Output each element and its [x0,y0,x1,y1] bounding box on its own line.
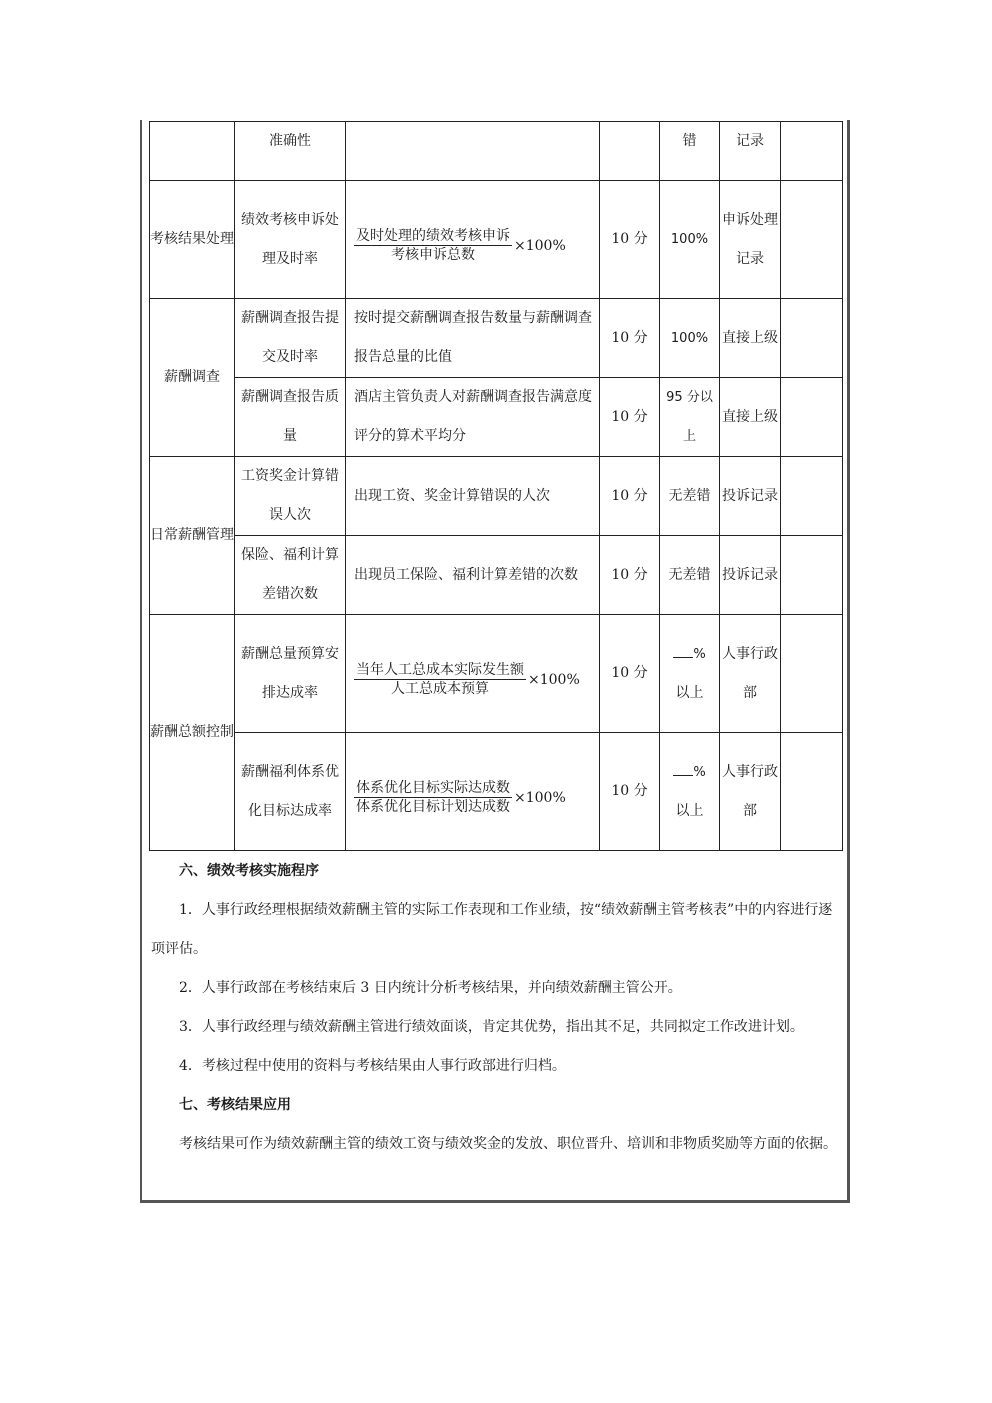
section-heading: 六、绩效考核实施程序 [179,863,319,879]
score-cell [781,181,843,299]
source-cell: 直接上级 [720,299,781,378]
category-cell: 日常薪酬管理 [150,457,235,615]
indicator-cell: 工资奖金计算错误人次 [235,457,346,536]
weight-cell: 10 分 [600,733,660,851]
source-cell: 投诉记录 [720,457,781,536]
document-body [151,852,841,1164]
score-cell [781,299,843,378]
weight-cell: 10 分 [600,181,660,299]
formula-denominator: 体系优化目标计划达成数 [356,799,510,815]
table-row [150,122,843,181]
weight-cell: 10 分 [600,536,660,615]
section-heading: 七、考核结果应用 [179,1097,291,1113]
formula-multiplier: ×100% [514,237,566,254]
weight-cell: 10 分 [600,299,660,378]
formula-multiplier: ×100% [528,671,580,688]
score-cell [781,122,843,181]
score-cell [781,378,843,457]
table-row [150,299,843,378]
target-cell: 100% [660,181,720,299]
indicator-cell: 薪酬调查报告质量 [235,378,346,457]
paragraph: 4．考核过程中使用的资料与考核结果由人事行政部进行归档。 [179,1058,566,1074]
category-cell: 考核结果处理 [150,181,235,299]
weight-cell: 10 分 [600,615,660,733]
formula-denominator: 考核申诉总数 [391,247,475,263]
score-cell [781,733,843,851]
indicator-cell: 薪酬调查报告提交及时率 [235,299,346,378]
indicator-cell: 保险、福利计算差错次数 [235,536,346,615]
source-cell: 人事行政部 [720,733,781,851]
category-cell: 薪酬总额控制 [150,615,235,851]
formula [354,663,580,696]
indicator-cell: 绩效考核申诉处理及时率 [235,181,346,299]
score-cell [781,457,843,536]
paragraph: 3．人事行政经理与绩效薪酬主管进行绩效面谈，肯定其优势，指出其不足，共同拟定工作改进计划。 [179,1019,804,1035]
score-cell [781,536,843,615]
weight-cell: 10 分 [600,378,660,457]
table-row [150,733,843,851]
definition-cell [346,733,600,851]
table-row [150,536,843,615]
definition-cell: 酒店主管负责人对薪酬调查报告满意度评分的算术平均分 [346,378,600,457]
source-cell: 投诉记录 [720,536,781,615]
definition-cell: 出现工资、奖金计算错误的人次 [346,457,600,536]
target-blank [673,761,693,776]
definition-cell [346,181,600,299]
target-blank [673,643,693,658]
weight-cell [600,122,660,181]
definition-cell [346,615,600,733]
formula-numerator: 当年人工总成本实际发生额 [356,662,524,678]
table-row [150,615,843,733]
target-cell: % 以上 [660,733,720,851]
source-cell: 申诉处理记录 [720,181,781,299]
formula-multiplier: ×100% [514,789,566,806]
table-row [150,378,843,457]
target-cell: 错 [660,122,720,181]
category-cell: 薪酬调查 [150,299,235,457]
target-cell: 100% [660,299,720,378]
score-cell [781,615,843,733]
weight-cell: 10 分 [600,457,660,536]
target-cell: % 以上 [660,615,720,733]
formula [354,229,566,262]
indicator-cell: 薪酬福利体系优化目标达成率 [235,733,346,851]
formula-numerator: 及时处理的绩效考核申诉 [356,228,510,244]
formula-numerator: 体系优化目标实际达成数 [356,780,510,796]
category-cell [150,122,235,181]
paragraph: 2．人事行政部在考核结束后 3 日内统计分析考核结果，并向绩效薪酬主管公开。 [179,980,682,996]
table-row [150,181,843,299]
source-cell: 记录 [720,122,781,181]
target-cell: 无差错 [660,457,720,536]
formula-denominator: 人工总成本预算 [391,681,489,697]
definition-cell: 按时提交薪酬调查报告数量与薪酬调查报告总量的比值 [346,299,600,378]
definition-cell: 出现员工保险、福利计算差错的次数 [346,536,600,615]
paragraph: 1．人事行政经理根据绩效薪酬主管的实际工作表现和工作业绩，按“绩效薪酬主管考核表”中的内容进行逐项评估。 [151,902,833,957]
indicator-cell: 薪酬总量预算安排达成率 [235,615,346,733]
target-cell: 95 分以上 [660,378,720,457]
definition-cell [346,122,600,181]
table-row [150,457,843,536]
indicator-cell: 准确性 [235,122,346,181]
formula [354,781,566,814]
paragraph: 考核结果可作为绩效薪酬主管的绩效工资与绩效奖金的发放、职位晋升、培训和非物质奖励等方面的依据。 [179,1136,837,1152]
target-cell: 无差错 [660,536,720,615]
kpi-table [149,121,843,851]
source-cell: 人事行政部 [720,615,781,733]
source-cell: 直接上级 [720,378,781,457]
